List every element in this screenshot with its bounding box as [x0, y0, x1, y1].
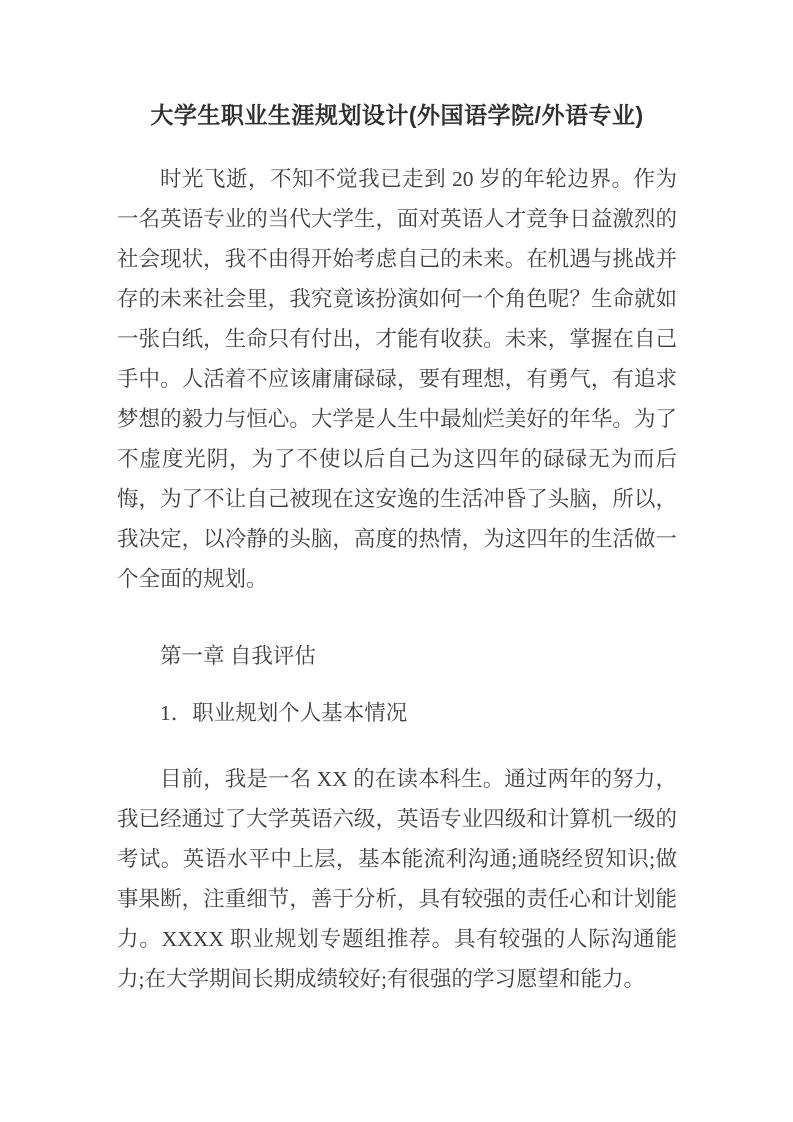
paragraph-basic-situation: 目前，我是一名 XX 的在读本科生。通过两年的努力，我已经通过了大学英语六级，英语专业四级和计算机一级的考试。英语水平中上层，基本能流利沟通;通晓经贸知识;做事果断，注重细节，善于分析，具有较强的责任心和计划能力。XXXX 职业规划专题组推荐。具有较强的人际沟通能力;在大学期间长期成绩较好;有很强的学习愿望和能力。: [117, 767, 677, 991]
heading-section-1-personal-basic-info: 1．职业规划个人基本情况: [160, 701, 408, 725]
document-title: 大学生职业生涯规划设计(外国语学院/外语专业): [150, 102, 644, 128]
heading-chapter-one-self-assessment: 第一章 自我评估: [160, 644, 316, 668]
paragraph-introduction: 时光飞逝，不知不觉我已走到 20 岁的年轮边界。作为一名英语专业的当代大学生，面对英语人才竞争日益激烈的社会现状，我不由得开始考虑自己的未来。在机遇与挑战并存的未来社会里，我究竟该扮演如何一个角色呢？生命就如一张白纸，生命只有付出，才能有收获。未来，掌握在自己手中。人活着不应该庸庸碌碌，要有理想，有勇气，有追求梦想的毅力与恒心。大学是人生中最灿烂美好的年华。为了不虚度光阴，为了不使以后自己为这四年的碌碌无为而后悔，为了不让自己被现在这安逸的生活冲昏了头脑，所以，我决定，以冷静的头脑，高度的热情，为这四年的生活做一个全面的规划。: [117, 167, 677, 591]
